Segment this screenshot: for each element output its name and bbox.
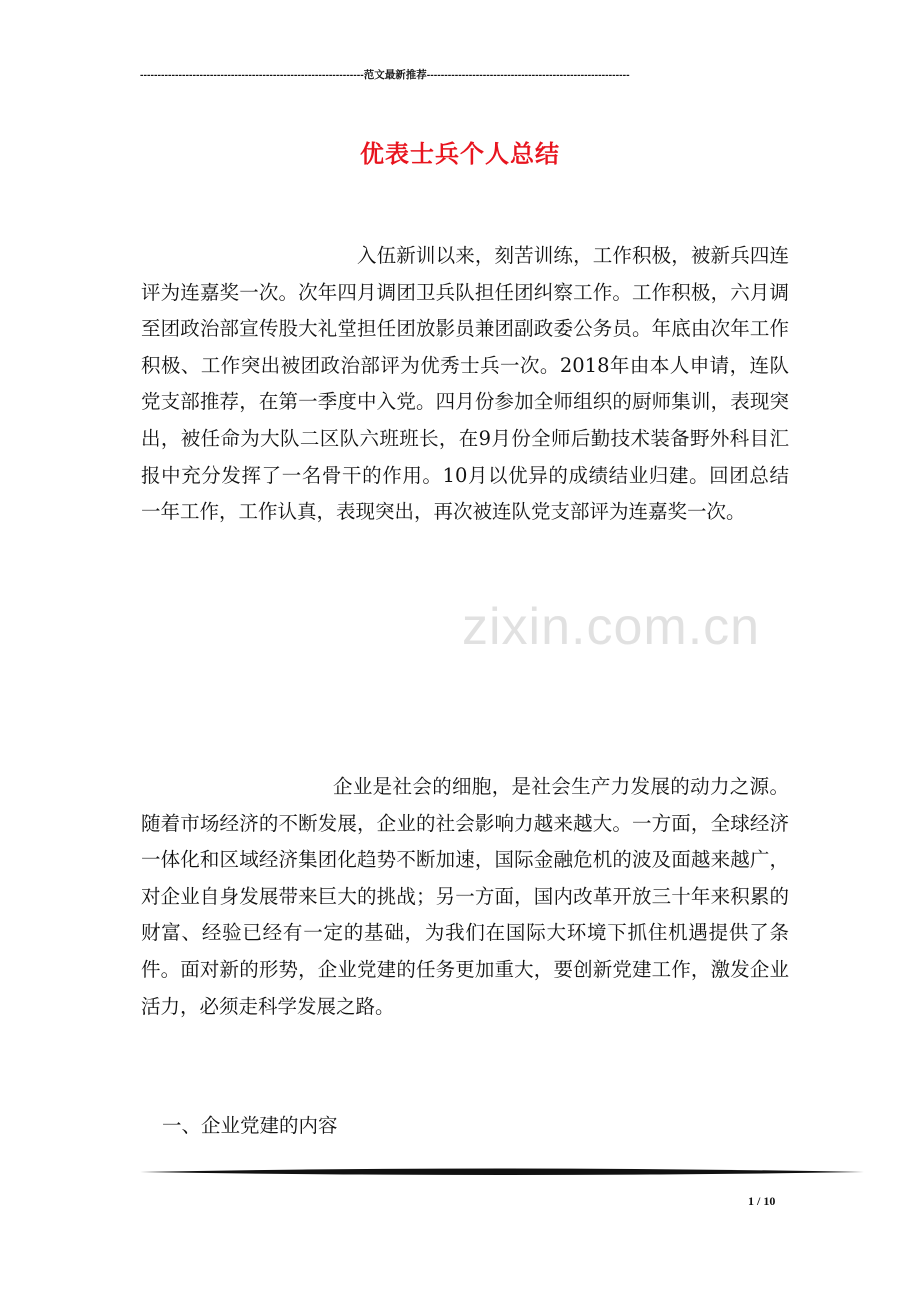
body-paragraph-2: 企业是社会的细胞，是社会生产力发展的动力之源。随着市场经济的不断发展，企业的社会影响力越来越大。一方面，全球经济一体化和区域经济集团化趋势不断加速，国际金融危机的波及面越来越广，对企业自身发展带来巨大的挑战；另一方面，国内改革开放三十年来积累的财富、经验已经有一定的基础，为我们在国际大环境下抓住机遇提供了条件。面对新的形势，企业党建的任务更加重大，要创新党建工作，激发企业活力，必须走科学发展之路。 (141, 775, 789, 1018)
page-header-banner: ----------------------------------------------------------------范文最新推荐---------------------------------------------------------- (140, 69, 630, 81)
section-heading: 一、企业党建的内容 (162, 1114, 338, 1137)
document-title: 优表士兵个人总结 (360, 139, 560, 169)
footer-divider (140, 1164, 864, 1180)
page-number: 1 / 10 (748, 1194, 776, 1208)
watermark: zixin.com.cn (462, 598, 761, 656)
body-paragraph-1: 入伍新训以来，刻苦训练，工作积极，被新兵四连评为连嘉奖一次。次年四月调团卫兵队担任团纠察工作。工作积极，六月调至团政治部宣传股大礼堂担任团放影员兼团副政委公务员。年底由次年工作积极、工作突出被团政治部评为优秀士兵一次。2018年由本人申请，连队党支部推荐，在第一季度中入党。四月份参加全师组织的厨师集训，表现突出，被任命为大队二区队六班班长，在9月份全师后勤技术装备野外科目汇报中充分发挥了一名骨干的作用。10月以优异的成绩结业归建。回团总结一年工作，工作认真，表现突出，再次被连队党支部评为连嘉奖一次。 (141, 244, 789, 524)
